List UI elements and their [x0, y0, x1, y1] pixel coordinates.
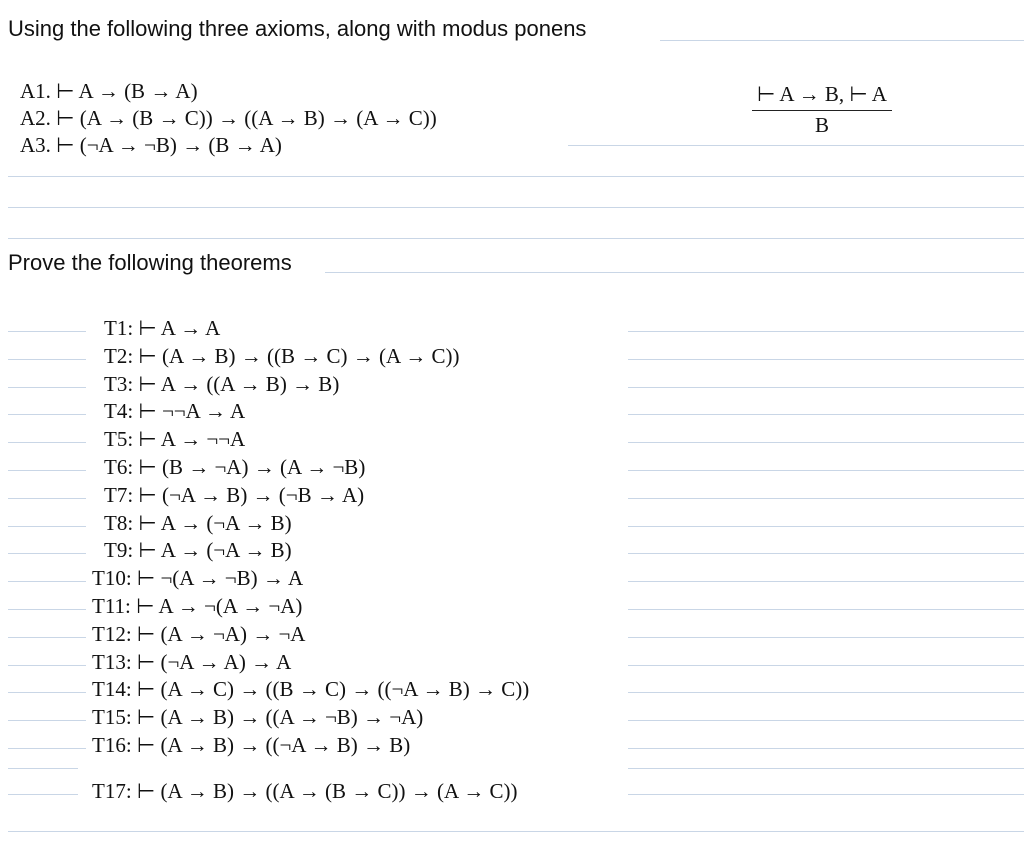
- ruled-line: [8, 414, 86, 415]
- theorem-t15: [92, 704, 423, 731]
- theorem-label: T5:: [104, 427, 134, 452]
- theorem-formula: ⊢ (B → ¬A) → (A → ¬B): [138, 455, 366, 479]
- ruled-line: [8, 442, 86, 443]
- theorem-formula: ⊢ (¬A → A) → A: [136, 649, 292, 674]
- ruled-line: [8, 748, 86, 749]
- axiom-a3: [20, 132, 282, 159]
- ruled-line: [8, 176, 1024, 177]
- ruled-line: [568, 145, 1024, 146]
- ruled-line: [628, 442, 1024, 443]
- theorem-t10: [92, 565, 303, 592]
- theorem-formula: ⊢ A → (¬A → B): [138, 538, 292, 563]
- intro-heading: Using the following three axioms, along with modus ponens: [8, 16, 587, 41]
- theorem-t9: [104, 537, 292, 564]
- theorem-formula: ⊢ A → (¬A → B): [138, 510, 292, 535]
- theorem-formula: ⊢ (A → C) → ((B → C) → ((¬A → B) → C)): [136, 677, 530, 702]
- axiom-label: A2.: [20, 106, 51, 130]
- theorem-formula: ⊢ (¬A → B) → (¬B → A): [138, 482, 365, 507]
- ruled-line: [628, 387, 1024, 388]
- theorem-label: T1:: [104, 316, 134, 340]
- theorem-label: T10:: [92, 566, 132, 591]
- theorem-formula: ⊢ (A → B) → ((A → (B → C)) → (A → C)): [136, 779, 518, 803]
- theorem-label: T9:: [104, 538, 134, 563]
- ruled-line: [628, 331, 1024, 332]
- theorem-t2: [104, 343, 459, 370]
- theorem-formula: ⊢ A → ((A → B) → B): [138, 371, 340, 396]
- prove-heading: Prove the following theorems: [8, 250, 292, 275]
- axiom-a1: [20, 78, 198, 105]
- theorem-t3: [104, 371, 339, 398]
- ruled-line: [628, 637, 1024, 638]
- theorem-label: T14:: [92, 677, 132, 702]
- ruled-line: [628, 470, 1024, 471]
- theorem-formula: ⊢ (A → B) → ((¬A → B) → B): [136, 733, 411, 757]
- axiom-a2: [20, 105, 437, 132]
- theorem-t11: [92, 593, 302, 620]
- theorem-label: T11:: [92, 594, 131, 618]
- theorem-formula: ⊢ A → ¬(A → ¬A): [136, 594, 303, 618]
- ruled-line: [8, 794, 78, 795]
- ruled-line: [8, 526, 86, 527]
- theorem-formula: ⊢ ¬¬A → A: [138, 399, 246, 424]
- theorem-t8: [104, 510, 292, 537]
- ruled-line: [8, 609, 86, 610]
- theorem-label: T13:: [92, 649, 132, 674]
- theorem-label: T3:: [104, 371, 134, 396]
- ruled-line: [8, 498, 86, 499]
- modus-ponens-conclusion: B: [814, 113, 829, 137]
- theorem-t7: [104, 482, 364, 509]
- ruled-line: [628, 581, 1024, 582]
- theorem-label: T17:: [92, 779, 132, 803]
- ruled-line: [8, 720, 86, 721]
- theorem-label: T7:: [104, 482, 134, 507]
- ruled-line: [8, 207, 1024, 208]
- axiom-label: A3.: [20, 133, 51, 157]
- ruled-line: [628, 720, 1024, 721]
- ruled-line: [660, 40, 1024, 41]
- axiom-formula: ⊢ (A → (B → C)) → ((A → B) → (A → C)): [56, 106, 437, 130]
- theorem-formula: ⊢ (A → ¬A) → ¬A: [136, 621, 306, 646]
- ruled-line: [325, 272, 1024, 273]
- ruled-line: [628, 359, 1024, 360]
- ruled-line: [628, 553, 1024, 554]
- theorem-t1: [104, 315, 220, 342]
- axiom-formula: ⊢ A → (B → A): [56, 79, 198, 103]
- theorem-formula: ⊢ (A → B) → ((B → C) → (A → C)): [138, 343, 460, 368]
- ruled-line: [628, 794, 1024, 795]
- theorem-t5: [104, 426, 245, 453]
- ruled-line: [8, 665, 86, 666]
- ruled-line: [8, 768, 78, 769]
- theorem-t17: [92, 778, 517, 805]
- theorem-t6: [104, 454, 365, 481]
- ruled-line: [8, 553, 86, 554]
- ruled-line: [8, 331, 86, 332]
- ruled-line: [628, 414, 1024, 415]
- theorem-formula: ⊢ A → ¬¬A: [138, 427, 246, 452]
- theorem-formula: ⊢ (A → B) → ((A → ¬B) → ¬A): [136, 705, 424, 730]
- ruled-line: [628, 692, 1024, 693]
- theorem-formula: ⊢ A → A: [138, 316, 221, 340]
- theorem-t14: [92, 676, 529, 703]
- theorem-label: T4:: [104, 399, 134, 424]
- modus-ponens-rule: [752, 82, 892, 138]
- ruled-line: [8, 359, 86, 360]
- theorem-formula: ⊢ ¬(A → ¬B) → A: [136, 566, 304, 591]
- ruled-line: [8, 692, 86, 693]
- theorem-label: T12:: [92, 621, 132, 646]
- theorem-t16: [92, 732, 410, 759]
- ruled-line: [8, 581, 86, 582]
- theorem-label: T2:: [104, 343, 134, 368]
- ruled-line: [8, 470, 86, 471]
- ruled-line: [628, 609, 1024, 610]
- ruled-line: [628, 526, 1024, 527]
- axiom-formula: ⊢ (¬A → ¬B) → (B → A): [56, 133, 282, 157]
- ruled-line: [628, 498, 1024, 499]
- theorem-t13: [92, 649, 291, 676]
- theorem-label: T16:: [92, 733, 132, 757]
- theorem-t4: [104, 398, 245, 425]
- theorem-label: T8:: [104, 510, 134, 535]
- theorem-t12: [92, 621, 305, 648]
- theorem-label: T15:: [92, 705, 132, 730]
- theorem-label: T6:: [104, 455, 134, 479]
- ruled-line: [628, 665, 1024, 666]
- modus-ponens-premises: ⊢ A → B, ⊢ A: [752, 82, 892, 111]
- ruled-line: [8, 637, 86, 638]
- ruled-line: [628, 768, 1024, 769]
- ruled-line: [628, 748, 1024, 749]
- ruled-line: [8, 387, 86, 388]
- ruled-line: [8, 238, 1024, 239]
- ruled-line: [8, 831, 1024, 832]
- axiom-label: A1.: [20, 79, 51, 103]
